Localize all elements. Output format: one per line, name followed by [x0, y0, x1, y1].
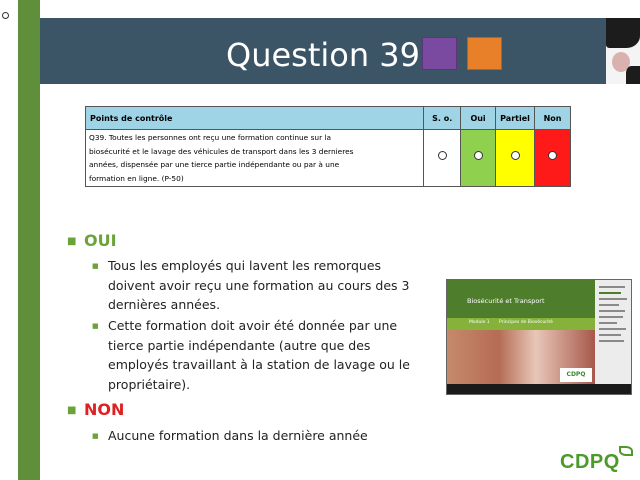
thumbnail-logo: CDPQ — [560, 368, 592, 382]
header-partiel: Partiel — [496, 107, 535, 130]
cow-image — [606, 18, 640, 84]
radio-so[interactable] — [438, 151, 447, 160]
non-bullet-1: Aucune formation dans la dernière année — [108, 428, 368, 443]
square-bullet-icon: ■ — [67, 405, 77, 416]
cell-oui — [461, 130, 496, 187]
cdpq-logo: CDPQ — [560, 451, 620, 473]
question-line: biosécurité et le lavage des véhicules de transport dans les 3 dernieres — [89, 146, 354, 156]
radio-oui[interactable] — [474, 151, 483, 160]
purple-square-icon — [422, 37, 457, 70]
square-bullet-icon: ■ — [92, 262, 99, 270]
heading-non: NON — [84, 400, 125, 419]
table-header-row — [86, 107, 571, 130]
question-line: années, dispensée par une tierce partie indépendante ou par à une — [89, 160, 340, 169]
leaf-icon — [619, 446, 633, 456]
left-accent-bar — [18, 0, 40, 480]
radio-partiel[interactable] — [511, 151, 520, 160]
thumbnail-module: Module 1 — [469, 320, 490, 325]
header-points: Points de contrôle — [86, 107, 424, 130]
training-thumbnail — [446, 279, 632, 395]
thumbnail-title: Biosécurité et Transport — [467, 297, 545, 305]
cell-partiel — [496, 130, 535, 187]
table-row — [86, 130, 571, 187]
checklist-table — [85, 106, 571, 187]
square-bullet-icon: ■ — [67, 236, 77, 247]
square-bullet-icon: ■ — [92, 432, 99, 440]
thumbnail-controls — [447, 384, 632, 395]
question-text — [86, 130, 424, 187]
thumbnail-module-title: Principes de Biosécurité — [499, 320, 553, 325]
radio-non[interactable] — [548, 151, 557, 160]
cell-non — [535, 130, 571, 187]
oui-bullet-1: Tous les employés qui lavent les remorques doivent avoir reçu une formation au cours des 3 dernières années. — [108, 258, 410, 312]
thumbnail-sidebar — [595, 280, 632, 384]
question-line: Q39. Toutes les personnes ont reçu une formation continue sur la — [89, 133, 332, 142]
orange-square-icon — [467, 37, 502, 70]
slide-title: Question 39 — [226, 36, 421, 74]
question-line: formation en ligne. (P-50) — [89, 173, 184, 183]
header-oui: Oui — [461, 107, 496, 130]
cell-so — [424, 130, 461, 187]
heading-oui: OUI — [84, 231, 117, 250]
header-so: S. o. — [424, 107, 461, 130]
oui-bullet-2: Cette formation doit avoir été donnée par une tierce partie indépendante (autre que des employés travaillant à la station de lavage ou le propriétaire). — [108, 318, 410, 392]
slide-dot-icon — [2, 12, 9, 19]
header-non: Non — [535, 107, 571, 130]
square-bullet-icon: ■ — [92, 322, 99, 330]
